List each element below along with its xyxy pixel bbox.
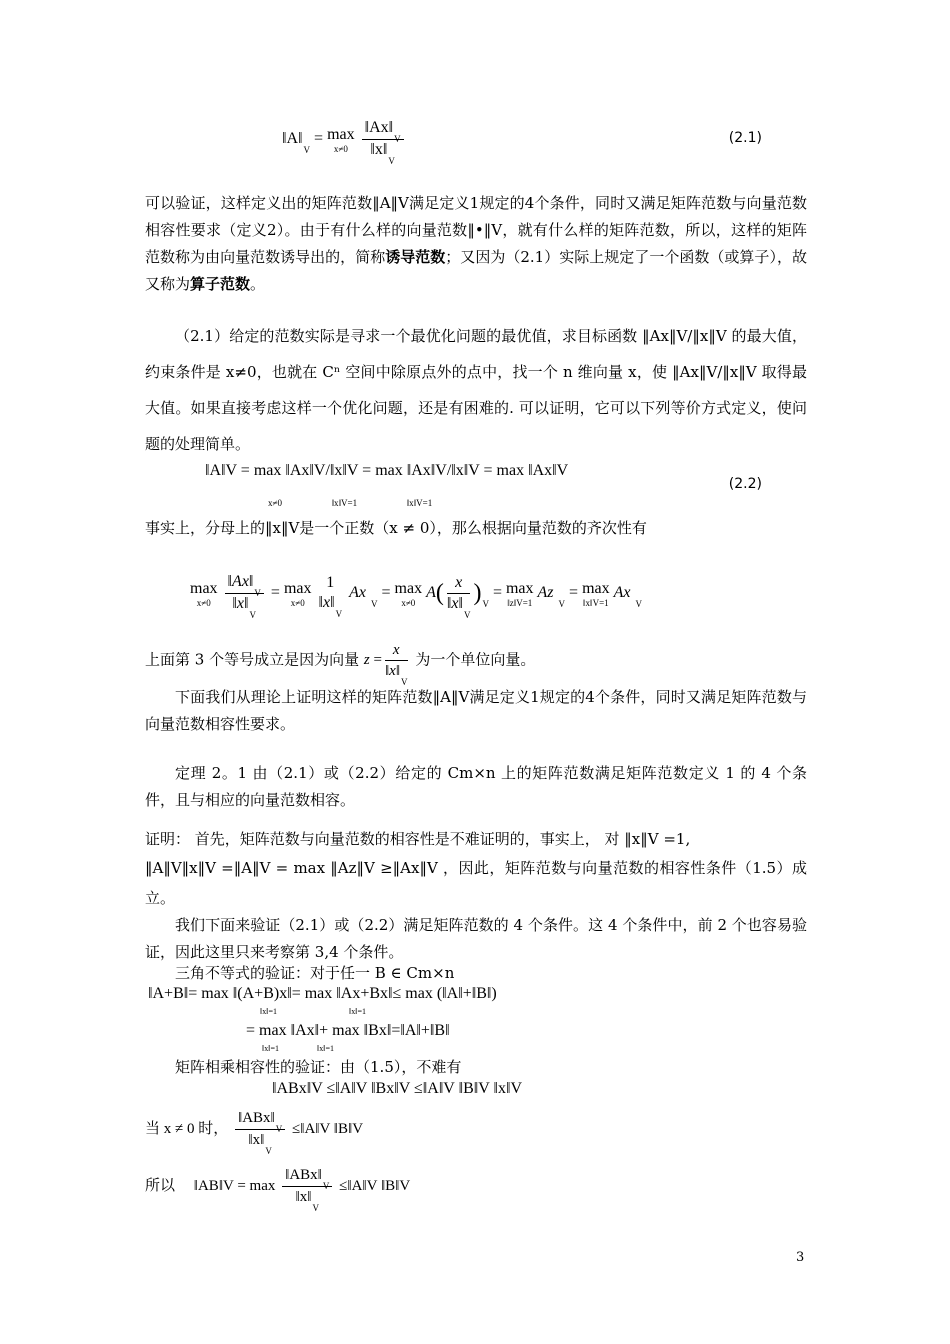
equation-number-2-2: (2.2) — [728, 476, 762, 492]
so-line: 所以 ‖AB‖V = max $\frac{‖ABx‖_V}{‖x‖_V}$ ≤‖A‖V ‖B‖V — [145, 1167, 411, 1213]
paragraph-4: 上面第 3 个等号成立是因为向量 z = $\frac{x}{‖x‖_V}$ 为一个单位向量。 — [145, 642, 536, 687]
triangle-heading: 三角不等式的验证：对于任一 B ∈ Cm×n — [175, 964, 455, 982]
triangle-eq-1: ‖A+B‖= max ‖(A+B)x‖= max ‖Ax+Bx‖≤ max (‖A‖+‖B‖) — [148, 985, 497, 1002]
when-line: 当 x ≠ 0 时， $\frac{‖ABx‖_V}{‖x‖_V}$ ≤‖A‖V ‖B‖V — [145, 1110, 364, 1156]
paragraph-2: （2.1）给定的范数实际是寻求一个最优化问题的最优值，求目标函数 ‖Ax‖V/‖x‖V 的最大值，约束条件是 x≠0，也就在 Cⁿ 空间中除原点外的点中，找一个 n 维向量 x，使 ‖Ax‖V/‖x‖V 取得最大值。如果直接考虑这样一个优化问题，还是有困难的. 可以证明，它可以下列等价方式定义，使问题的处理简单。 — [145, 327, 807, 453]
equation-2-1: $‖A‖_V = \max$ x≠0 $\frac{‖Ax‖_V}{‖x‖_V}$ — [282, 118, 407, 161]
eq-lhs: ‖A‖ — [282, 130, 303, 148]
mult-heading: 矩阵相乘相容性的验证：由（1.5），不难有 — [175, 1058, 462, 1076]
proof-line-1: 证明： 首先，矩阵范数与向量范数的相容性是不难证明的，事实上， 对 ‖x‖V =1, — [145, 830, 691, 848]
equation-homogeneity: max x≠0 $\frac{‖Ax‖_V}{‖x‖_V}$ = max x≠0 1 $‖x‖_V$ Ax $_V$ = max x≠0 A( $\frac{x}{‖x‖_V}$ )$_V = \max$ ‖z‖V=1 Az $_V$ = max ‖x‖V=1 Ax $_V$ — [190, 573, 642, 620]
paragraph-3: 事实上，分母上的‖x‖V是一个正数（x ≠ 0），那么根据向量范数的齐次性有 — [145, 519, 647, 537]
page-number: 3 — [796, 1250, 805, 1265]
equation-2-2: ‖A‖V = max ‖Ax‖V/‖x‖V = max ‖Ax‖V/‖x‖V = max ‖Ax‖V — [205, 462, 569, 479]
equation-number-2-1: (2.1) — [728, 130, 762, 146]
triangle-eq-1-sub: ‖x‖=1 ‖x‖=1 — [260, 1007, 367, 1016]
proof-line-2: ‖A‖V‖x‖V =‖A‖V = max ‖Az‖V ≥‖Ax‖V ，因此，矩阵范数与向量范数的相容性条件（1.5）成立。 — [145, 859, 807, 907]
theorem-2-1: 定理 2。1 由（2.1）或（2.2）给定的 Cm×n 上的矩阵范数满足矩阵范数定义 1 的 4 个条件，且与相应的向量范数相容。 — [145, 764, 807, 809]
triangle-eq-2: = max ‖Ax‖+ max ‖Bx‖=‖A‖+‖B‖ — [246, 1022, 450, 1039]
fraction: $\frac{‖Ax‖_V}{‖x‖_V}$ — [362, 118, 404, 161]
mult-eq: ‖ABx‖V ≤‖A‖V ‖Bx‖V ≤‖A‖V ‖B‖V ‖x‖V — [272, 1080, 523, 1097]
paragraph-5: 下面我们从理论上证明这样的矩阵范数‖A‖V满足定义1规定的4个条件，同时又满足矩阵范数与向量范数相容性要求。 — [145, 688, 807, 733]
equation-2-2-subscripts: x≠0 ‖x‖V=1 ‖x‖V=1 — [268, 498, 433, 508]
paragraph-6: 我们下面来验证（2.1）或（2.2）满足矩阵范数的 4 个条件。这 4 个条件中，前 2 个也容易验证，因此这里只来考察第 3,4 个条件。 — [145, 916, 807, 961]
max-operator: max x≠0 — [327, 125, 355, 154]
triangle-eq-2-sub: ‖x‖=1 ‖x‖=1 — [262, 1044, 335, 1053]
paragraph-1: 可以验证，这样定义出的矩阵范数‖A‖V满足定义1规定的4个条件，同时又满足矩阵范数与向量范数相容性要求（定义2）。由于有什么样的向量范数‖•‖V，就有什么样的矩阵范数，所以，这样的矩阵范数称为由向量范数诱导出的，简称诱导范数；又因为（2.1）实际上规定了一个函数（或算子），故又称为算子范数。 — [145, 194, 807, 293]
